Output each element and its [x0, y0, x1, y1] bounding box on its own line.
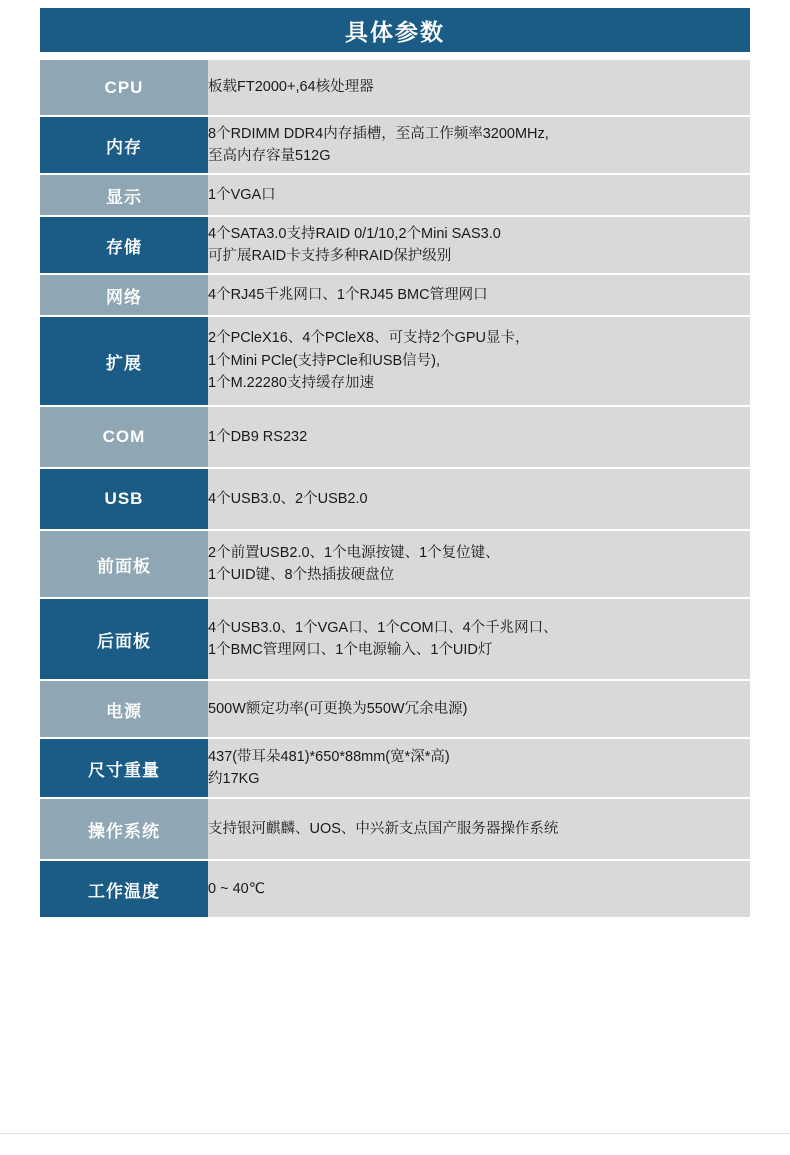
spec-value-line: 8个RDIMM DDR4内存插槽，至高工作频率3200MHz, — [208, 125, 549, 142]
spec-value-line: 约17KG — [208, 771, 260, 787]
specification-table-body — [40, 60, 750, 918]
spec-value-line: 1个M.22280支持缓存加速 — [208, 375, 374, 392]
spec-value-line: 1个Mini PCle(支持PCle和USB信号), — [208, 352, 441, 369]
spec-row-label: 后面板 — [40, 598, 208, 680]
spec-row-value — [208, 316, 750, 406]
spec-row-label: COM — [40, 406, 208, 468]
spec-row — [40, 274, 750, 316]
spec-row-value — [208, 530, 750, 598]
spec-value-line: 500W额定功率(可更换为550W冗余电源) — [208, 700, 468, 717]
spec-value-line: 支持银河麒麟、UOS、中兴新支点国产服务器操作系统 — [208, 820, 559, 837]
spec-row-value — [208, 598, 750, 680]
spec-row — [40, 598, 750, 680]
spec-row-value — [208, 116, 750, 174]
spec-value-line: 2个前置USB2.0、1个电源按键、1个复位键、 — [208, 544, 500, 561]
spec-row-label: 网络 — [40, 274, 208, 316]
spec-row-value — [208, 738, 750, 798]
spec-row — [40, 406, 750, 468]
spec-value-line: 4个USB3.0、1个VGA口、1个COM口、4个千兆网口、 — [208, 619, 558, 636]
spec-row-value — [208, 860, 750, 918]
spec-row-value — [208, 680, 750, 738]
spec-value-line: 板载FT2000+,64核处理器 — [208, 79, 374, 96]
spec-row — [40, 316, 750, 406]
spec-row-label: USB — [40, 468, 208, 530]
spec-row-value — [208, 60, 750, 116]
bottom-divider — [0, 1133, 790, 1134]
spec-row-label: CPU — [40, 60, 208, 116]
spec-row — [40, 216, 750, 274]
spec-row — [40, 174, 750, 216]
spec-row-label: 内存 — [40, 116, 208, 174]
spec-row-value — [208, 174, 750, 216]
spec-row-label: 显示 — [40, 174, 208, 216]
spec-row — [40, 116, 750, 174]
spec-value-line: 2个PCleX16、4个PCleX8、可支持2个GPU显卡， — [208, 330, 530, 347]
spec-value-line: 4个RJ45千兆网口、1个RJ45 BMC管理网口 — [208, 286, 488, 303]
spec-row-label: 工作温度 — [40, 860, 208, 918]
spec-value-line: 可扩展RAID卡支持多种RAID保护级别 — [208, 248, 452, 264]
spec-row-label: 尺寸重量 — [40, 738, 208, 798]
specification-table — [40, 60, 750, 919]
spec-value-line: 1个DB9 RS232 — [208, 428, 308, 445]
spec-row-label: 操作系统 — [40, 798, 208, 860]
spec-row-label: 电源 — [40, 680, 208, 738]
spec-value-line: 1个UID键、8个热插拔硬盘位 — [208, 567, 395, 583]
spec-row-label: 扩展 — [40, 316, 208, 406]
spec-row-value — [208, 406, 750, 468]
spec-value-line: 1个BMC管理网口、1个电源输入、1个UID灯 — [208, 642, 493, 658]
spec-value-line: 4个USB3.0、2个USB2.0 — [208, 490, 368, 507]
spec-row — [40, 738, 750, 798]
spec-value-line: 0 ~ 40℃ — [208, 880, 266, 897]
spec-value-line: 1个VGA口 — [208, 186, 276, 203]
spec-row — [40, 468, 750, 530]
spec-row-value — [208, 468, 750, 530]
spec-row — [40, 680, 750, 738]
spec-value-line: 437(带耳朵481)*650*88mm(宽*深*高) — [208, 748, 450, 765]
spec-row-value — [208, 798, 750, 860]
spec-row — [40, 860, 750, 918]
spec-row-value — [208, 216, 750, 274]
spec-row — [40, 60, 750, 116]
spec-row — [40, 530, 750, 598]
spec-value-line: 至高内存容量512G — [208, 148, 331, 164]
spec-row — [40, 798, 750, 860]
spec-row-value — [208, 274, 750, 316]
spec-value-line: 4个SATA3.0支持RAID 0/1/10,2个Mini SAS3.0 — [208, 225, 501, 242]
spec-row-label: 前面板 — [40, 530, 208, 598]
spec-row-label: 存储 — [40, 216, 208, 274]
page-title: 具体参数 — [40, 8, 750, 52]
